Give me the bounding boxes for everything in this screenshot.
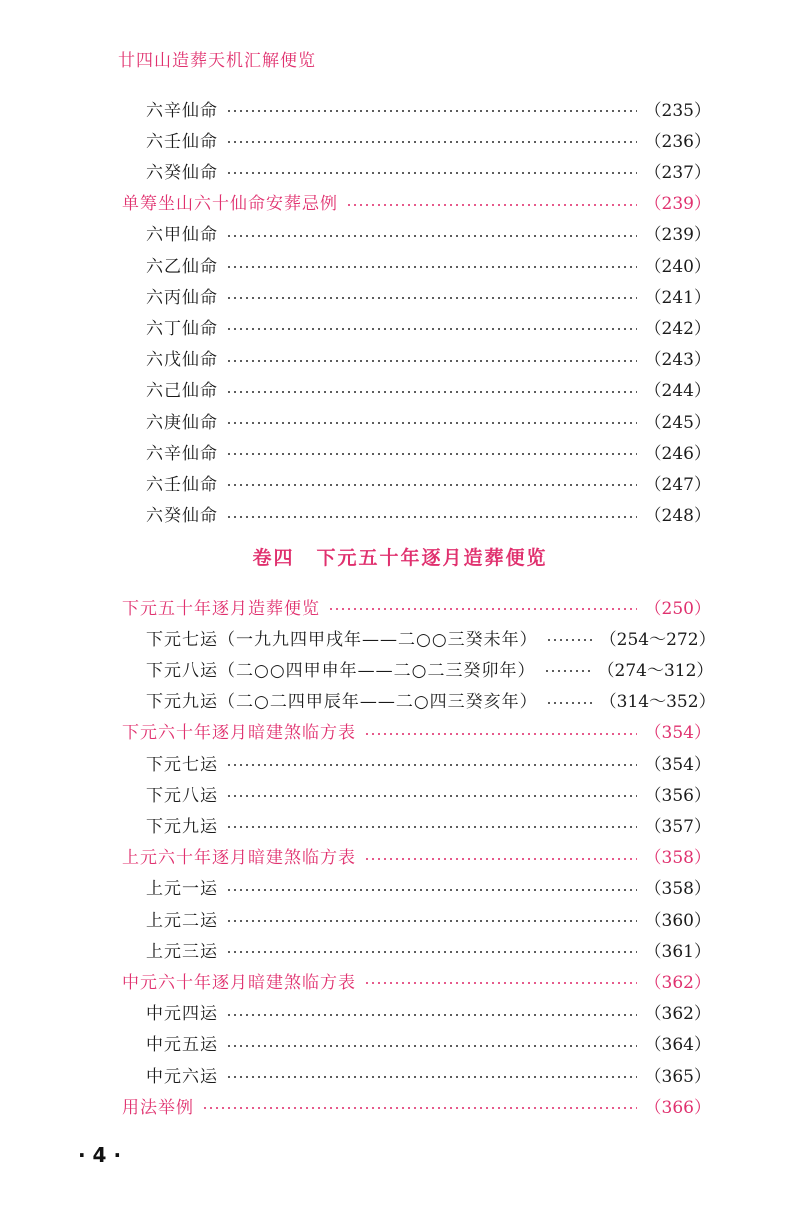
toc-entry-label: 六甲仙命	[146, 225, 218, 246]
toc-entry-page: （248）	[644, 506, 711, 527]
chapter-title: 下元五十年逐月造葬便览	[316, 547, 548, 569]
toc-entry-page: （358）	[644, 848, 711, 869]
toc-entry-page: （354）	[644, 723, 711, 744]
toc-entry-page: （357）	[644, 816, 711, 837]
toc-entry[interactable]	[0, 500, 800, 528]
toc-entry-label: 下元八运	[146, 785, 218, 806]
dot-leader	[226, 920, 637, 922]
dot-leader	[226, 951, 637, 953]
toc-entry[interactable]	[0, 748, 800, 776]
toc-entry-label: 单筹坐山六十仙命安葬忌例	[122, 194, 338, 215]
toc-entry-page: （239）	[644, 225, 711, 246]
toc-entry[interactable]	[0, 623, 800, 651]
dot-leader	[364, 858, 637, 860]
toc-entry-page: （358）	[644, 879, 711, 900]
dot-leader	[346, 204, 637, 206]
toc-entry[interactable]	[0, 437, 800, 465]
toc-section-entry[interactable]	[0, 592, 800, 620]
dot-leader	[226, 422, 637, 424]
toc-entry-label: 六壬仙命	[146, 474, 218, 495]
dot-leader	[544, 670, 590, 672]
toc-entry-label: 下元五十年逐月造葬便览	[122, 598, 320, 619]
toc-entry-label: 中元六运	[146, 1066, 218, 1087]
toc-entry-page: （364）	[644, 1035, 711, 1056]
toc-entry[interactable]	[0, 406, 800, 434]
toc-entry-page: （235）	[644, 100, 711, 121]
dot-leader	[226, 484, 637, 486]
toc-entry[interactable]	[0, 312, 800, 340]
dot-leader	[546, 702, 592, 704]
toc-entry-label: 下元八运（二○○四甲申年——二○二三癸卯年）	[146, 660, 536, 681]
toc-entry-page: （245）	[644, 412, 711, 433]
toc-entry-page: （254～272）	[599, 629, 716, 650]
toc-entry-label: 上元一运	[146, 879, 218, 900]
dot-leader	[226, 795, 637, 797]
chapter-volume: 卷四	[252, 547, 295, 569]
toc-entry-page: （365）	[644, 1066, 711, 1087]
toc-entry[interactable]	[0, 904, 800, 932]
dot-leader	[226, 360, 637, 362]
dot-leader	[226, 141, 637, 143]
dot-leader	[328, 608, 637, 610]
toc-entry-label: 上元二运	[146, 910, 218, 931]
dot-leader	[226, 297, 637, 299]
dot-leader	[364, 982, 637, 984]
toc-section-entry[interactable]	[0, 842, 800, 870]
toc-entry-label: 下元九运	[146, 816, 218, 837]
toc-entry-page: （314～352）	[599, 692, 716, 713]
toc-section-entry[interactable]	[0, 966, 800, 994]
toc-entry-label: 下元九运（二○二四甲辰年——二○四三癸亥年）	[146, 692, 538, 713]
dot-leader	[202, 1107, 637, 1109]
toc-entry-page: （362）	[644, 1004, 711, 1025]
toc-entry-page: （362）	[644, 972, 711, 993]
toc-entry-page: （237）	[644, 162, 711, 183]
toc-entry-page: （239）	[644, 194, 711, 215]
toc-entry-page: （244）	[644, 381, 711, 402]
toc-entry-page: （242）	[644, 318, 711, 339]
toc-entry-label: 下元七运（一九九四甲戌年——二○○三癸未年）	[146, 629, 538, 650]
dot-leader	[364, 733, 637, 735]
toc-entry-label: 上元六十年逐月暗建煞临方表	[122, 848, 356, 869]
toc-entry-page: （366）	[644, 1097, 711, 1118]
toc-entry-label: 中元四运	[146, 1004, 218, 1025]
toc-entry[interactable]	[0, 219, 800, 247]
toc-entry-page: （354）	[644, 754, 711, 775]
toc-entry-page: （356）	[644, 785, 711, 806]
toc-entry-page: （247）	[644, 474, 711, 495]
toc-entry-page: （360）	[644, 910, 711, 931]
toc-entry-page: （250）	[644, 598, 711, 619]
toc-entry-label: 六癸仙命	[146, 506, 218, 527]
toc-entry-page: （246）	[644, 443, 711, 464]
dot-leader	[226, 1014, 637, 1016]
toc-entry-label: 六戊仙命	[146, 350, 218, 371]
toc-entry[interactable]	[0, 375, 800, 403]
toc-entry-label: 六辛仙命	[146, 443, 218, 464]
toc-entry-page: （361）	[644, 941, 711, 962]
toc-entry[interactable]	[0, 686, 800, 714]
dot-leader	[226, 764, 637, 766]
toc-entry[interactable]	[0, 654, 800, 682]
toc-section-entry[interactable]	[0, 717, 800, 745]
dot-leader	[226, 172, 637, 174]
toc-entry-label: 六己仙命	[146, 381, 218, 402]
dot-leader	[226, 516, 637, 518]
dot-leader	[226, 328, 637, 330]
dot-leader	[226, 235, 637, 237]
toc-entry-page: （243）	[644, 350, 711, 371]
dot-leader	[226, 826, 637, 828]
dot-leader	[226, 391, 637, 393]
toc-entry-label: 上元三运	[146, 941, 218, 962]
toc-entry-label: 下元六十年逐月暗建煞临方表	[122, 723, 356, 744]
toc-entry-label: 六庚仙命	[146, 412, 218, 433]
toc-entry-page: （236）	[644, 131, 711, 152]
toc-entry[interactable]	[0, 125, 800, 153]
toc-entry[interactable]	[0, 156, 800, 184]
toc-entry-page: （241）	[644, 287, 711, 308]
dot-leader	[226, 1045, 637, 1047]
toc-entry[interactable]	[0, 94, 800, 122]
toc-entry[interactable]	[0, 1029, 800, 1057]
page-number: · 4 ·	[78, 1143, 122, 1167]
dot-leader	[226, 453, 637, 455]
dot-leader	[546, 639, 592, 641]
toc-entry[interactable]	[0, 810, 800, 838]
running-header: 廿四山造葬天机汇解便览	[118, 51, 316, 71]
toc-entry-label: 六癸仙命	[146, 162, 218, 183]
toc-entry[interactable]	[0, 1060, 800, 1088]
toc-entry-label: 中元六十年逐月暗建煞临方表	[122, 972, 356, 993]
toc-entry-label: 六辛仙命	[146, 100, 218, 121]
toc-entry[interactable]	[0, 935, 800, 963]
toc-entry-label: 六乙仙命	[146, 256, 218, 277]
toc-entry[interactable]	[0, 873, 800, 901]
toc-section-entry[interactable]	[0, 188, 800, 216]
toc-entry-label: 六丙仙命	[146, 287, 218, 308]
toc-entry-page: （240）	[644, 256, 711, 277]
toc-entry[interactable]	[0, 344, 800, 372]
toc-entry-label: 下元七运	[146, 754, 218, 775]
toc-section-entry[interactable]	[0, 1091, 800, 1119]
toc-entry-label: 六丁仙命	[146, 318, 218, 339]
toc-entry-label: 中元五运	[146, 1035, 218, 1056]
toc-entry[interactable]	[0, 250, 800, 278]
dot-leader	[226, 1076, 637, 1078]
toc-entry-label: 六壬仙命	[146, 131, 218, 152]
dot-leader	[226, 266, 637, 268]
dot-leader	[226, 889, 637, 891]
toc-entry[interactable]	[0, 468, 800, 496]
toc-entry[interactable]	[0, 998, 800, 1026]
toc-entry-label: 用法举例	[122, 1097, 194, 1118]
toc-entry[interactable]	[0, 779, 800, 807]
toc-entry-page: （274～312）	[597, 660, 714, 681]
dot-leader	[226, 110, 637, 112]
toc-entry[interactable]	[0, 281, 800, 309]
chapter-heading	[0, 543, 800, 575]
